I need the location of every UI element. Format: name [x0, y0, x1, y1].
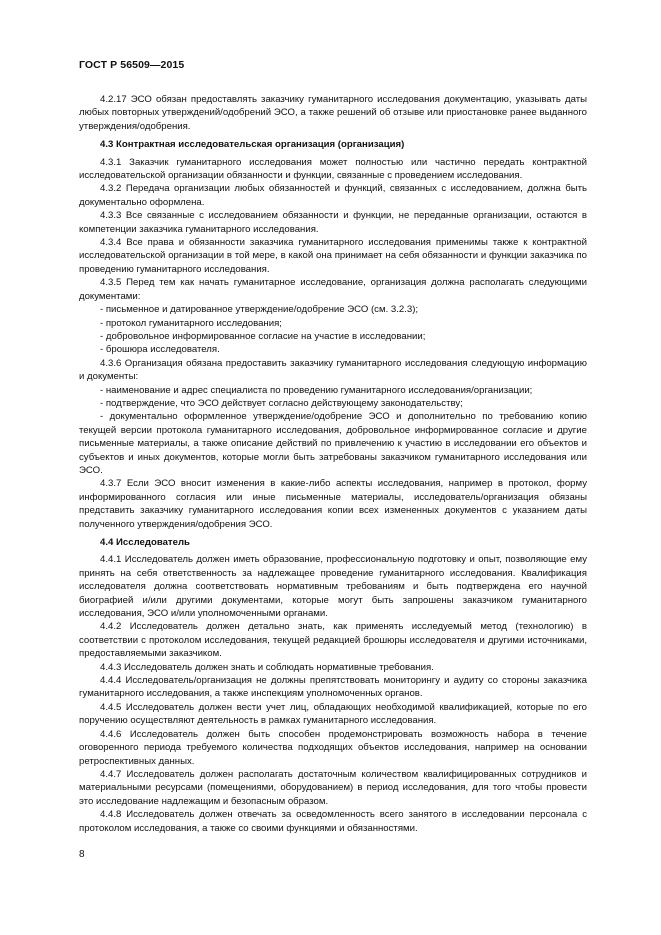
paragraph: 4.4.3 Исследователь должен знать и соблюдать нормативные требования. — [100, 661, 434, 673]
document-header: ГОСТ Р 56509—2015 — [79, 59, 185, 71]
paragraph: 4.4.6 Исследователь должен быть способен продемонстрировать возможность набора в течение оговоренного периода требуемого количества подходящих объектов исследования, например на основании ретроспективных данных. — [79, 728, 587, 767]
list-item: - протокол гуманитарного исследования; — [100, 317, 282, 329]
paragraph: 4.3.6 Организация обязана предоставить заказчику гуманитарного исследования следующую информацию и документы: — [79, 357, 587, 383]
paragraph: 4.4.2 Исследователь должен детально знать, как применять исследуемый метод (технологию) в соответствии с протоколом исследования, текущей редакцией брошюры исследователя и другими источниками, предоставляемыми заказчиком. — [79, 621, 587, 660]
section-heading: 4.4 Исследователь — [100, 537, 190, 548]
page-number: 8 — [79, 849, 85, 860]
paragraph: 4.3.2 Передача организации любых обязанностей и функций, связанных с исследованием, должна быть документально оформлена. — [79, 183, 587, 208]
paragraph: 4.4.7 Исследователь должен располагать достаточным количеством квалифицированных сотрудников и материальными ресурсами (помещениями, оборудованием) в период исследования, для того чтобы провести это исследование надлежащим и безопасным образом. — [79, 768, 587, 807]
list-item: - добровольное информированное согласие на участие в исследовании; — [100, 330, 426, 342]
paragraph: 4.4.5 Исследователь должен вести учет лиц, обладающих необходимой квалификацией, которые по его поручению осуществляют деятельность в рамках гуманитарного исследования. — [79, 701, 587, 727]
paragraph: 4.2.17 ЭСО обязан предоставлять заказчику гуманитарного исследования документацию, указывать даты любых повторных утверждений/одобрений ЭСО, а также решений об отзыве или приостановке ранее выданного утверждения/одобрения. — [79, 94, 587, 132]
list-item: - документально оформленное утверждение/одобрение ЭСО и дополнительно по требованию копию текущей версии протокола гуманитарного исследования, добровольное информированное согласие и другие письменные материалы, а также описание действий по привлечению к участию в исследовании его объектов и субъектов и иных документов, которые могли быть затребованы заказчиком гуманитарного исследования или ЭСО. — [79, 411, 587, 476]
paragraph: 4.3.3 Все связанные с исследованием обязанности и функции, не переданные организации, остаются в компетенции заказчика гуманитарного исследования. — [79, 210, 587, 235]
paragraph: 4.3.1 Заказчик гуманитарного исследования может полностью или частично передать контрактной исследовательской организации обязанности и функции, связанные с проведением исследования. — [79, 156, 587, 182]
list-item: - подтверждение, что ЭСО действует согласно действующему законодательству; — [100, 397, 463, 409]
list-item: - наименование и адрес специалиста по проведению гуманитарного исследования/организации; — [100, 384, 533, 396]
paragraph: 4.3.4 Все права и обязанности заказчика гуманитарного исследования применимы также к контрактной исследовательской организации в той мере, в какой она принимает на себя обязанности и функции заказчика по проведению гуманитарного исследования. — [79, 237, 587, 275]
section-heading: 4.3 Контрактная исследовательская организация (организация) — [100, 139, 405, 151]
list-item: - письменное и датированное утверждение/одобрение ЭСО (см. 3.2.3); — [100, 304, 419, 316]
document-body — [79, 93, 587, 835]
paragraph: 4.3.5 Перед тем как начать гуманитарное исследование, организация должна располагать следующими документами: — [79, 277, 587, 302]
paragraph: 4.3.7 Если ЭСО вносит изменения в какие-либо аспекты исследования, например в протокол, форму информированного согласия или иные письменные материалы, исследователь/организация обязаны представить заказчику гуманитарного исследования копии всех измененных документов с указанием даты полученного утверждения/одобрения ЭСО. — [79, 478, 587, 530]
paragraph: 4.4.1 Исследователь должен иметь образование, профессиональную подготовку и опыт, позволяющие ему принять на себя ответственность за надлежащее проведение гуманитарного исследования. Квалификация исследователя должна соответствовать нормативным требованиям и быть подтверждена его научной биографией и/или другими документами, которые могут быть запрошены заказчиком гуманитарного исследования, ЭСО и/или уполномоченными органами. — [79, 554, 587, 620]
list-item: - брошюра исследователя. — [100, 344, 220, 356]
paragraph: 4.4.4 Исследователь/организация не должны препятствовать мониторингу и аудиту со стороны заказчика гуманитарного исследования, а также инспекциям уполномоченных органов. — [79, 675, 587, 700]
paragraph: 4.4.8 Исследователь должен отвечать за осведомленность всего занятого в исследовании персонала с протоколом исследования, а также со своими функциями и обязанностями. — [79, 809, 587, 834]
